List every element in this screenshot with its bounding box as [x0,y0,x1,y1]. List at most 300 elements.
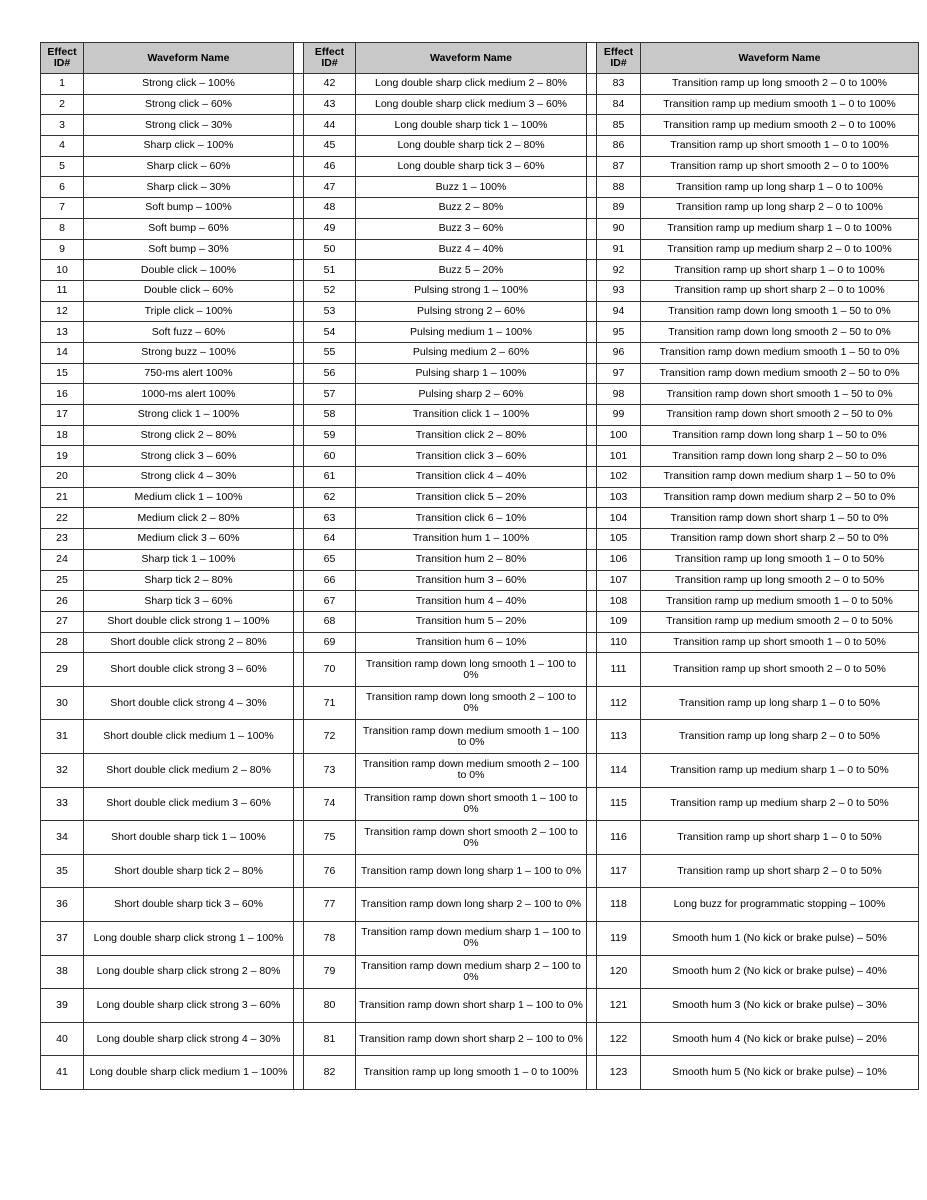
table-row [41,570,919,591]
waveform-name-cell: Sharp click – 100% [84,136,294,157]
waveform-name-cell: Transition ramp down short sharp 2 – 100 to 0% [356,1022,587,1056]
column-gap [294,136,304,157]
column-gap [294,549,304,570]
column-gap [294,487,304,508]
table-row [41,177,919,198]
waveform-name-cell: Sharp click – 60% [84,156,294,177]
effect-id-cell: 37 [41,922,84,956]
table-row [41,632,919,653]
waveform-name-cell: Strong click 2 – 80% [84,425,294,446]
header-effect-id: Effect ID# [304,43,356,74]
table-row [41,260,919,281]
waveform-name-cell: 750-ms alert 100% [84,363,294,384]
waveform-name-cell: Pulsing strong 1 – 100% [356,280,587,301]
waveform-name-cell: Short double click medium 3 – 60% [84,787,294,821]
column-gap [587,260,597,281]
waveform-name-cell: Smooth hum 1 (No kick or brake pulse) – 50% [641,922,919,956]
column-gap [294,888,304,922]
waveform-name-cell: Transition ramp up long smooth 1 – 0 to 50% [641,549,919,570]
column-gap [587,570,597,591]
effect-id-cell: 20 [41,467,84,488]
column-gap [294,446,304,467]
table-row [41,1056,919,1090]
column-gap [294,260,304,281]
effect-id-cell: 24 [41,549,84,570]
column-gap [587,888,597,922]
waveform-name-cell: Smooth hum 5 (No kick or brake pulse) – 10% [641,1056,919,1090]
effect-id-cell: 68 [304,611,356,632]
column-gap [294,301,304,322]
column-gap [294,821,304,855]
column-gap [294,467,304,488]
effect-id-cell: 97 [597,363,641,384]
column-gap [294,570,304,591]
waveform-name-cell: Transition ramp up short sharp 2 – 0 to 100% [641,280,919,301]
waveform-name-cell: Sharp tick 2 – 80% [84,570,294,591]
column-gap [294,218,304,239]
waveform-name-cell: Short double click strong 1 – 100% [84,611,294,632]
effect-id-cell: 55 [304,342,356,363]
column-gap [587,591,597,612]
column-gap [587,74,597,95]
effect-id-cell: 62 [304,487,356,508]
table-row [41,280,919,301]
table-row [41,787,919,821]
table-row [41,363,919,384]
column-gap [294,156,304,177]
effect-id-cell: 96 [597,342,641,363]
effect-id-cell: 7 [41,198,84,219]
effect-id-cell: 19 [41,446,84,467]
effect-id-cell: 22 [41,508,84,529]
column-gap [294,384,304,405]
effect-id-cell: 42 [304,74,356,95]
effect-id-cell: 89 [597,198,641,219]
table-row [41,136,919,157]
waveform-name-cell: Transition hum 3 – 60% [356,570,587,591]
column-gap [294,591,304,612]
effect-id-cell: 10 [41,260,84,281]
column-gap [587,425,597,446]
waveform-name-cell: Pulsing medium 2 – 60% [356,342,587,363]
effect-id-cell: 85 [597,115,641,136]
effect-id-cell: 60 [304,446,356,467]
waveform-name-cell: Transition ramp down short sharp 1 – 50 to 0% [641,508,919,529]
effect-id-cell: 100 [597,425,641,446]
effect-id-cell: 118 [597,888,641,922]
waveform-name-cell: Transition ramp up short sharp 2 – 0 to 50% [641,854,919,888]
column-gap [587,363,597,384]
effect-id-cell: 48 [304,198,356,219]
waveform-name-cell: Transition ramp down medium sharp 1 – 100 to 0% [356,922,587,956]
column-gap [294,177,304,198]
waveform-name-cell: Pulsing medium 1 – 100% [356,322,587,343]
waveform-name-cell: Transition click 1 – 100% [356,405,587,426]
waveform-name-cell: Transition ramp up medium smooth 1 – 0 to 50% [641,591,919,612]
header-waveform-name: Waveform Name [356,43,587,74]
effect-id-cell: 16 [41,384,84,405]
effect-id-cell: 9 [41,239,84,260]
table-row [41,508,919,529]
column-gap [294,405,304,426]
effect-id-cell: 74 [304,787,356,821]
waveform-name-cell: Transition hum 2 – 80% [356,549,587,570]
effect-id-cell: 106 [597,549,641,570]
effect-id-cell: 104 [597,508,641,529]
header-effect-id: Effect ID# [597,43,641,74]
effect-id-cell: 23 [41,529,84,550]
column-gap [587,611,597,632]
effect-id-cell: 41 [41,1056,84,1090]
waveform-name-cell: Transition ramp down medium smooth 2 – 50 to 0% [641,363,919,384]
effect-id-cell: 21 [41,487,84,508]
waveform-name-cell: Soft bump – 30% [84,239,294,260]
column-gap [587,322,597,343]
waveform-name-cell: Transition ramp down medium smooth 1 – 50 to 0% [641,342,919,363]
column-gap [294,1022,304,1056]
waveform-name-cell: Long double sharp tick 2 – 80% [356,136,587,157]
column-gap [587,720,597,754]
waveform-name-cell: Transition ramp down medium smooth 2 – 100 to 0% [356,754,587,788]
effect-id-cell: 90 [597,218,641,239]
column-gap [587,156,597,177]
waveform-name-cell: Long double sharp click strong 3 – 60% [84,989,294,1023]
table-row [41,549,919,570]
effect-id-cell: 11 [41,280,84,301]
table-row [41,322,919,343]
waveform-name-cell: Strong click 4 – 30% [84,467,294,488]
table-row [41,405,919,426]
waveform-name-cell: Transition ramp up medium sharp 2 – 0 to 100% [641,239,919,260]
effect-id-cell: 75 [304,821,356,855]
effect-id-cell: 76 [304,854,356,888]
waveform-name-cell: Pulsing sharp 2 – 60% [356,384,587,405]
column-gap [587,487,597,508]
waveform-name-cell: Transition ramp up long sharp 2 – 0 to 100% [641,198,919,219]
effect-id-cell: 6 [41,177,84,198]
waveform-name-cell: Short double click medium 1 – 100% [84,720,294,754]
waveform-name-cell: Long double sharp click strong 4 – 30% [84,1022,294,1056]
waveform-name-cell: Transition ramp up short smooth 2 – 0 to 50% [641,653,919,687]
effect-id-cell: 115 [597,787,641,821]
effect-id-cell: 72 [304,720,356,754]
waveform-name-cell: Transition click 6 – 10% [356,508,587,529]
waveform-name-cell: Transition ramp down short smooth 1 – 100 to 0% [356,787,587,821]
waveform-name-cell: Transition click 2 – 80% [356,425,587,446]
column-gap [587,653,597,687]
waveform-name-cell: Long double sharp click strong 2 – 80% [84,955,294,989]
column-gap [294,280,304,301]
waveform-name-cell: Short double click strong 2 – 80% [84,632,294,653]
column-gap [294,1056,304,1090]
table-row [41,218,919,239]
effect-id-cell: 120 [597,955,641,989]
waveform-name-cell: Transition hum 1 – 100% [356,529,587,550]
waveform-name-cell: Pulsing sharp 1 – 100% [356,363,587,384]
effect-id-cell: 109 [597,611,641,632]
table-row [41,611,919,632]
waveform-name-cell: Transition ramp up long smooth 1 – 0 to 100% [356,1056,587,1090]
effect-id-cell: 4 [41,136,84,157]
column-gap [587,508,597,529]
effect-id-cell: 65 [304,549,356,570]
waveform-name-cell: Buzz 4 – 40% [356,239,587,260]
waveform-name-cell: Strong click – 60% [84,94,294,115]
column-gap [294,686,304,720]
effect-id-cell: 107 [597,570,641,591]
column-gap [587,177,597,198]
waveform-name-cell: Transition ramp down medium smooth 1 – 100 to 0% [356,720,587,754]
effect-id-cell: 47 [304,177,356,198]
waveform-name-cell: Transition ramp up short smooth 1 – 0 to 50% [641,632,919,653]
effect-id-cell: 92 [597,260,641,281]
waveform-name-cell: Buzz 1 – 100% [356,177,587,198]
waveform-name-cell: Transition ramp up short sharp 1 – 0 to 100% [641,260,919,281]
waveform-name-cell: Smooth hum 2 (No kick or brake pulse) – 40% [641,955,919,989]
column-gap [587,198,597,219]
effect-id-cell: 70 [304,653,356,687]
column-gap [294,922,304,956]
table-row [41,467,919,488]
table-row [41,989,919,1023]
waveform-name-cell: Strong click 1 – 100% [84,405,294,426]
waveform-name-cell: Double click – 60% [84,280,294,301]
effect-id-cell: 98 [597,384,641,405]
table-row [41,74,919,95]
column-gap [294,322,304,343]
column-gap [587,446,597,467]
table-row [41,529,919,550]
column-gap [294,854,304,888]
column-gap [294,787,304,821]
effect-id-cell: 111 [597,653,641,687]
waveform-name-cell: Transition click 4 – 40% [356,467,587,488]
waveform-name-cell: Transition ramp up short smooth 2 – 0 to 100% [641,156,919,177]
column-gap [587,301,597,322]
column-gap [587,632,597,653]
waveform-name-cell: Transition ramp down medium sharp 1 – 50 to 0% [641,467,919,488]
column-gap [294,529,304,550]
waveform-name-cell: Strong buzz – 100% [84,342,294,363]
effect-id-cell: 50 [304,239,356,260]
column-gap [587,280,597,301]
effect-id-cell: 71 [304,686,356,720]
waveform-name-cell: Transition ramp up long smooth 2 – 0 to 50% [641,570,919,591]
effect-id-cell: 112 [597,686,641,720]
table-row [41,198,919,219]
column-gap [587,384,597,405]
effect-id-cell: 59 [304,425,356,446]
table-row [41,922,919,956]
column-gap [587,136,597,157]
column-gap [587,405,597,426]
effect-id-cell: 119 [597,922,641,956]
column-gap [587,922,597,956]
waveform-name-cell: Transition ramp up medium smooth 2 – 0 to 50% [641,611,919,632]
column-gap [294,632,304,653]
effect-id-cell: 110 [597,632,641,653]
effect-id-cell: 8 [41,218,84,239]
column-gap [294,611,304,632]
waveform-name-cell: Transition hum 6 – 10% [356,632,587,653]
waveform-name-cell: Transition hum 4 – 40% [356,591,587,612]
waveform-name-cell: Transition ramp down long sharp 2 – 100 to 0% [356,888,587,922]
column-gap [587,94,597,115]
waveform-name-cell: Transition click 5 – 20% [356,487,587,508]
waveform-name-cell: Transition ramp down long smooth 1 – 50 to 0% [641,301,919,322]
effect-id-cell: 58 [304,405,356,426]
effect-id-cell: 80 [304,989,356,1023]
waveform-name-cell: Transition ramp up long sharp 1 – 0 to 100% [641,177,919,198]
effect-id-cell: 91 [597,239,641,260]
effect-id-cell: 57 [304,384,356,405]
effect-id-cell: 99 [597,405,641,426]
header-waveform-name: Waveform Name [84,43,294,74]
waveform-name-cell: Long double sharp click strong 1 – 100% [84,922,294,956]
column-gap [294,955,304,989]
waveform-name-cell: Transition ramp up medium sharp 1 – 0 to 100% [641,218,919,239]
column-gap [587,115,597,136]
waveform-name-cell: Transition ramp up long sharp 1 – 0 to 50% [641,686,919,720]
table-row [41,94,919,115]
effect-id-cell: 84 [597,94,641,115]
table-row [41,955,919,989]
column-gap [294,989,304,1023]
effect-id-cell: 52 [304,280,356,301]
effect-id-cell: 33 [41,787,84,821]
column-gap [294,342,304,363]
waveform-name-cell: Transition ramp down short sharp 2 – 50 to 0% [641,529,919,550]
effect-id-cell: 86 [597,136,641,157]
waveform-name-cell: Buzz 5 – 20% [356,260,587,281]
column-gap [294,653,304,687]
column-gap [587,43,597,74]
table-row [41,686,919,720]
effect-id-cell: 30 [41,686,84,720]
effect-id-cell: 27 [41,611,84,632]
effect-id-cell: 45 [304,136,356,157]
column-gap [294,115,304,136]
waveform-library-table [40,42,919,1090]
waveform-name-cell: Double click – 100% [84,260,294,281]
waveform-name-cell: Short double sharp tick 2 – 80% [84,854,294,888]
waveform-name-cell: Medium click 3 – 60% [84,529,294,550]
effect-id-cell: 49 [304,218,356,239]
column-gap [587,787,597,821]
effect-id-cell: 87 [597,156,641,177]
effect-id-cell: 14 [41,342,84,363]
table-row [41,821,919,855]
waveform-name-cell: Transition ramp down long smooth 2 – 50 to 0% [641,322,919,343]
waveform-name-cell: Transition ramp down medium sharp 2 – 100 to 0% [356,955,587,989]
column-gap [587,1022,597,1056]
waveform-name-cell: Transition ramp up long smooth 2 – 0 to 100% [641,74,919,95]
waveform-name-cell: Long double sharp click medium 1 – 100% [84,1056,294,1090]
waveform-name-cell: Smooth hum 3 (No kick or brake pulse) – 30% [641,989,919,1023]
column-gap [587,1056,597,1090]
effect-id-cell: 32 [41,754,84,788]
column-gap [587,239,597,260]
waveform-name-cell: Transition ramp up long sharp 2 – 0 to 50% [641,720,919,754]
effect-id-cell: 12 [41,301,84,322]
effect-id-cell: 2 [41,94,84,115]
table-row [41,301,919,322]
waveform-name-cell: Strong click 3 – 60% [84,446,294,467]
waveform-name-cell: Transition click 3 – 60% [356,446,587,467]
waveform-name-cell: Sharp tick 3 – 60% [84,591,294,612]
effect-id-cell: 13 [41,322,84,343]
column-gap [587,686,597,720]
waveform-name-cell: Buzz 3 – 60% [356,218,587,239]
table-header-row [41,43,919,74]
column-gap [587,955,597,989]
table-row [41,425,919,446]
effect-id-cell: 15 [41,363,84,384]
waveform-name-cell: Short double click strong 3 – 60% [84,653,294,687]
effect-id-cell: 116 [597,821,641,855]
waveform-name-cell: Soft bump – 60% [84,218,294,239]
table-row [41,754,919,788]
header-effect-id: Effect ID# [41,43,84,74]
waveform-name-cell: Long double sharp tick 3 – 60% [356,156,587,177]
waveform-name-cell: Transition ramp down short sharp 1 – 100 to 0% [356,989,587,1023]
column-gap [294,239,304,260]
effect-id-cell: 3 [41,115,84,136]
table-row [41,239,919,260]
waveform-name-cell: Triple click – 100% [84,301,294,322]
waveform-name-cell: Transition ramp down long smooth 1 – 100 to 0% [356,653,587,687]
effect-id-cell: 51 [304,260,356,281]
effect-id-cell: 39 [41,989,84,1023]
column-gap [587,854,597,888]
waveform-name-cell: Long buzz for programmatic stopping – 100% [641,888,919,922]
effect-id-cell: 36 [41,888,84,922]
waveform-name-cell: Strong click – 30% [84,115,294,136]
effect-id-cell: 38 [41,955,84,989]
waveform-name-cell: Sharp tick 1 – 100% [84,549,294,570]
table-row [41,115,919,136]
column-gap [294,74,304,95]
effect-id-cell: 17 [41,405,84,426]
column-gap [587,754,597,788]
waveform-name-cell: Transition ramp up medium smooth 2 – 0 to 100% [641,115,919,136]
waveform-name-cell: Transition hum 5 – 20% [356,611,587,632]
waveform-name-cell: Transition ramp down short smooth 2 – 50 to 0% [641,405,919,426]
column-gap [587,218,597,239]
table-row [41,653,919,687]
effect-id-cell: 93 [597,280,641,301]
effect-id-cell: 63 [304,508,356,529]
effect-id-cell: 64 [304,529,356,550]
effect-id-cell: 108 [597,591,641,612]
column-gap [587,467,597,488]
waveform-name-cell: Transition ramp down long sharp 1 – 50 to 0% [641,425,919,446]
column-gap [587,549,597,570]
effect-id-cell: 101 [597,446,641,467]
effect-id-cell: 114 [597,754,641,788]
effect-id-cell: 29 [41,653,84,687]
column-gap [294,425,304,446]
table-row [41,888,919,922]
effect-id-cell: 18 [41,425,84,446]
waveform-name-cell: Transition ramp down long sharp 1 – 100 to 0% [356,854,587,888]
waveform-name-cell: Short double click medium 2 – 80% [84,754,294,788]
waveform-name-cell: Transition ramp up short sharp 1 – 0 to 50% [641,821,919,855]
column-gap [294,94,304,115]
effect-id-cell: 123 [597,1056,641,1090]
waveform-name-cell: Medium click 1 – 100% [84,487,294,508]
effect-id-cell: 61 [304,467,356,488]
